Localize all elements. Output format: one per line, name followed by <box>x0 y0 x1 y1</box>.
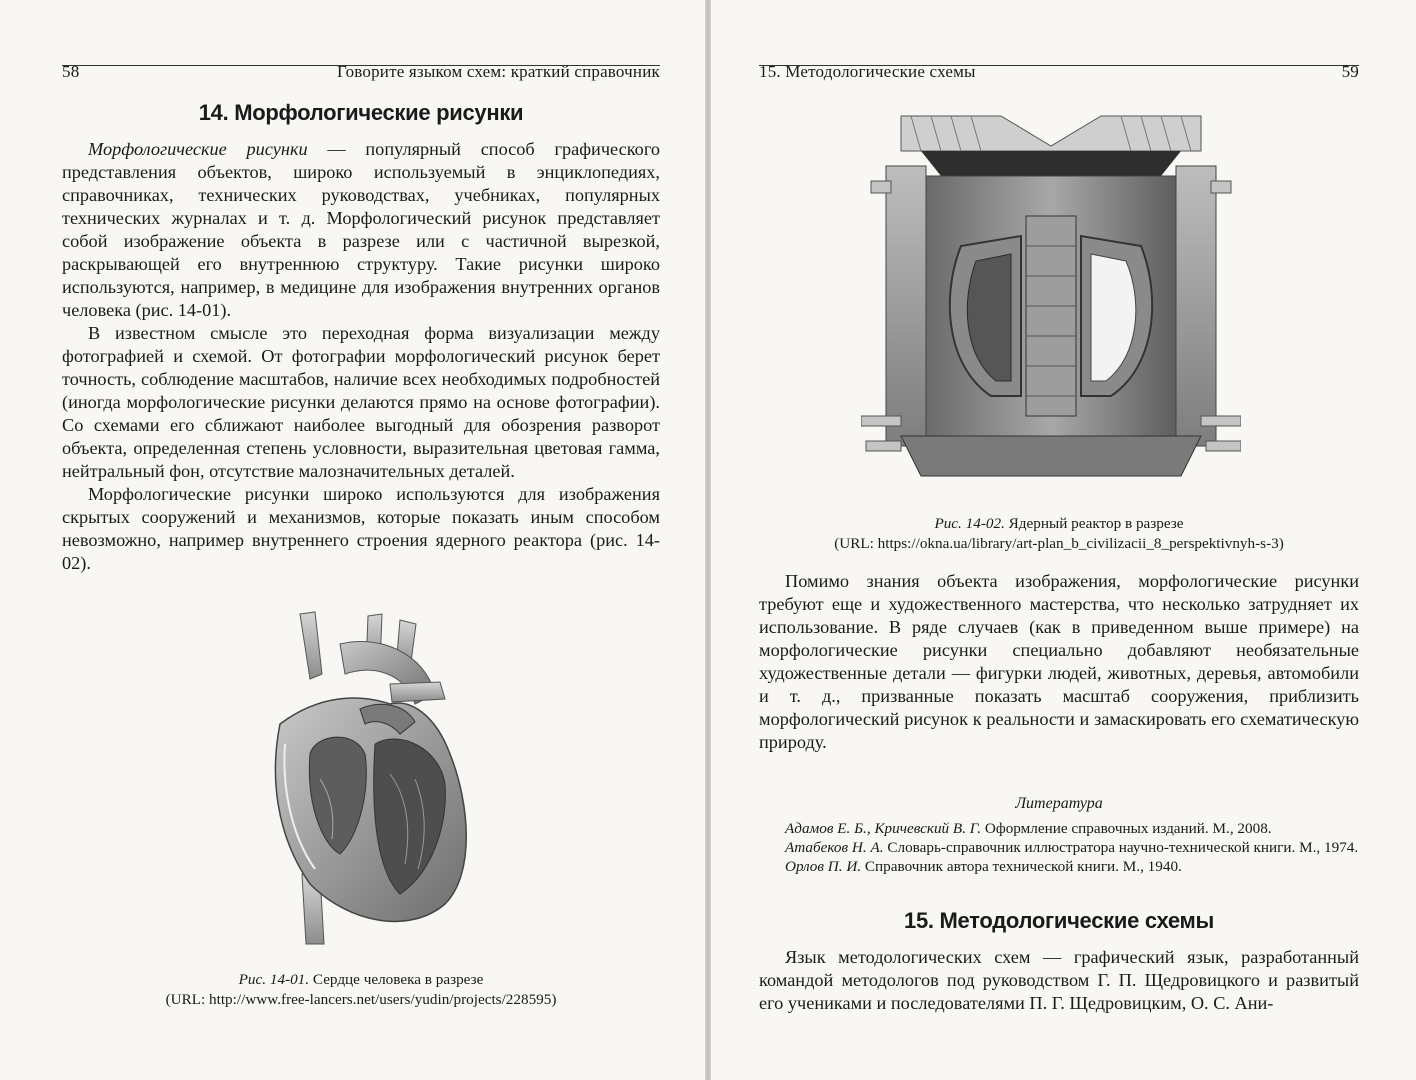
reactor-illustration <box>861 96 1241 501</box>
literature-item-authors: Адамов Е. Б., Кричевский В. Г. <box>785 820 982 837</box>
literature-item-text: Справочник автора технической книги. М., 1940. <box>861 858 1182 875</box>
right-page-number: 59 <box>1341 62 1359 81</box>
literature-item <box>759 819 1359 838</box>
right-running-header <box>759 62 1359 81</box>
paragraph-3: Морфологические рисунки широко используются для изображения скрытых сооружений и механизмов, которые показать иным способом невозможно, например внутреннего строения ядерного реактора (рис. 14-02). <box>62 484 660 573</box>
left-running-title: Говорите языком схем: краткий справочник <box>337 62 660 81</box>
literature-item <box>759 838 1359 857</box>
literature-block <box>759 795 1359 876</box>
left-running-header <box>62 62 660 81</box>
figure-14-01-text: Сердце человека в разрезе <box>309 971 484 988</box>
paragraph-1-text: — популярный способ графического представления объектов, широко используемый в энциклопедиях, справочниках, технических руководствах, учебниках, популярных технических журналах и т. д. Морфологический рисунок представляет собой изображение объекта в разрезе или с частичной вырезкой, раскрывающей его внутреннюю структуру. Такие рисунки широко используются, например, в медицине для изображения внутренних органов человека (рис. 14-01). <box>62 139 660 320</box>
figure-14-01-url: (URL: http://www.free-lancers.net/users/yudin/projects/228595) <box>165 991 557 1008</box>
figure-14-02-caption <box>759 514 1359 554</box>
paragraph-2: В известном смысле это переходная форма визуализации между фотографией и схемой. От фотографии морфологический рисунок берет точность, соблюдение масштабов, наличие всех необходимых подробностей (иногда морфологические рисунки делаются прямо на основе фотографии). Со схемами его сближают наиболее выгодный для обозрения разворот объекта, определенная степень условности, выразительная цветовая гамма, нейтральный фон, отсутствие малозначительных деталей. <box>62 323 660 481</box>
literature-item-text: Словарь-справочник иллюстратора научно-технической книги. М., 1974. <box>883 839 1359 856</box>
right-body-text <box>759 570 1359 754</box>
figure-14-01-label: Рис. 14-01. <box>238 971 310 988</box>
figure-14-01-caption <box>62 970 660 1010</box>
figure-14-02-label: Рис. 14-02. <box>934 515 1005 532</box>
right-page <box>711 0 1416 1080</box>
literature-item-text: Оформление справочных изданий. М., 2008. <box>981 820 1272 837</box>
literature-item-authors: Орлов П. И. <box>785 858 862 875</box>
left-page-number: 58 <box>62 62 80 81</box>
figure-14-02-caption-line <box>759 514 1359 534</box>
section-title-15: 15. Методологические схемы <box>904 908 1214 933</box>
section-15-text <box>759 946 1359 1015</box>
figure-14-02-url: (URL: https://okna.ua/library/art-plan_b_civilizacii_8_perspektivnyh-s-3) <box>834 535 1284 552</box>
left-body-text <box>62 138 660 575</box>
section-title-14: 14. Морфологические рисунки <box>198 100 524 125</box>
right-running-title: 15. Методологические схемы <box>759 62 976 81</box>
literature-item <box>759 857 1359 876</box>
figure-14-01-caption-line <box>62 970 660 990</box>
heart-illustration <box>240 604 490 954</box>
figure-14-02-text: Ядерный реактор в разрезе <box>1004 515 1184 532</box>
left-page <box>0 0 705 1080</box>
section-15-paragraph: Язык методологических схем — графический язык, разработанный командой методологов под руководством Г. П. Щедровицкого и развитый его учениками и последователями П. Г. Щедровицким, О. С. Ани- <box>759 947 1359 1013</box>
paragraph-1-lead: Морфологические рисунки <box>88 139 308 159</box>
literature-item-authors: Атабеков Н. А. <box>785 839 884 856</box>
literature-title: Литература <box>1015 795 1103 812</box>
right-paragraph: Помимо знания объекта изображения, морфологические рисунки требуют еще и художественного мастерства, что несколько затрудняет их использование. В ряде случаев (как в приведенном выше примере) на морфологические рисунки специально добавляют необязательные художественные детали — фигурки людей, животных, деревья, автомобили и т. д., призванные показать масштаб сооружения, приблизить морфологический рисунок к реальности и замаскировать его схематическую природу. <box>759 571 1359 752</box>
paragraph-1 <box>62 138 660 322</box>
